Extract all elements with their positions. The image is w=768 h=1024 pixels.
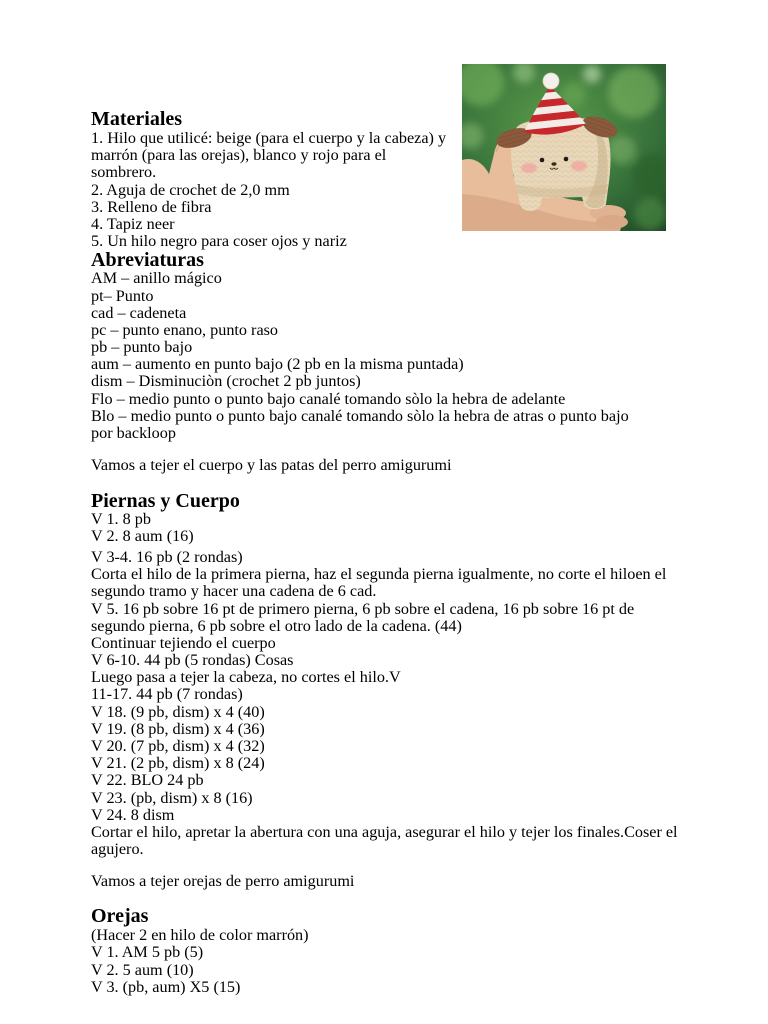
- section-heading-piernas: Piernas y Cuerpo: [91, 489, 240, 512]
- pattern-row: V 23. (pb, dism) x 8 (16): [91, 788, 253, 807]
- abbreviation-item: pc – punto enano, punto raso: [91, 320, 279, 339]
- pattern-row: V 22. BLO 24 pb: [91, 771, 204, 790]
- pattern-row: V 1. 8 pb: [91, 509, 151, 528]
- pattern-row: V 2. 5 aum (10): [91, 960, 194, 979]
- materials-list-item: 1. Hilo que utilicé: beige (para el cuerpo y la cabeza) y: [91, 129, 447, 147]
- intro-text-orejas: Vamos a tejer orejas de perro amigurumi: [91, 872, 355, 891]
- section-heading-abreviaturas: Abreviaturas: [91, 249, 204, 272]
- spacer: [91, 891, 731, 907]
- intro-text-cuerpo: Vamos a tejer el cuerpo y las patas del perro amigurumi: [91, 456, 452, 475]
- pattern-row: V 18. (9 pb, dism) x 4 (40): [91, 702, 265, 721]
- materials-list-item: sombrero.: [91, 163, 157, 182]
- pattern-row: V 2. 8 aum (16): [91, 526, 194, 545]
- materials-list-item: marrón (para las orejas), blanco y rojo para el: [91, 146, 387, 165]
- spacer: [91, 474, 731, 490]
- abbreviation-item: pb – punto bajo: [91, 338, 193, 357]
- materials-list-item: 4. Tapiz neer: [91, 214, 175, 233]
- abbreviation-item: por backloop: [91, 424, 176, 442]
- pattern-row: Continuar tejiendo el cuerpo: [91, 633, 276, 652]
- pattern-row: (Hacer 2 en hilo de color marrón): [91, 926, 309, 945]
- spacer: [91, 442, 731, 457]
- spacer: [91, 858, 731, 873]
- pattern-row: V 21. (2 pb, dism) x 8 (24): [91, 754, 265, 773]
- pattern-row: V 19. (8 pb, dism) x 4 (36): [91, 719, 265, 738]
- materials-list-item: 2. Aguja de crochet de 2,0 mm: [91, 180, 290, 199]
- abbreviation-item: cad – cadeneta: [91, 303, 187, 322]
- abbreviation-item: dism – Disminuciòn (crochet 2 pb juntos): [91, 372, 361, 391]
- abbreviation-item: pt– Punto: [91, 286, 154, 305]
- abbreviation-item: Flo – medio punto o punto bajo canalé tomando sòlo la hebra de adelante: [91, 389, 566, 408]
- pattern-row: Corta el hilo de la primera pierna, haz el segunda pierna igualmente, no corte el hiloen el: [91, 565, 667, 584]
- pattern-row: V 6-10. 44 pb (5 rondas) Cosas: [91, 651, 294, 670]
- pattern-row: Luego pasa a tejer la cabeza, no cortes el hilo.V: [91, 668, 401, 687]
- materials-list-item: 5. Un hilo negro para coser ojos y nariz: [91, 232, 347, 251]
- abbreviation-item: AM – anillo mágico: [91, 269, 222, 288]
- pattern-document: [91, 109, 731, 996]
- section-heading-orejas: Orejas: [91, 905, 149, 928]
- pattern-row: V 1. AM 5 pb (5): [91, 943, 204, 962]
- pattern-row: V 24. 8 dism: [91, 805, 175, 824]
- pattern-row: V 3-4. 16 pb (2 rondas): [91, 547, 243, 566]
- pattern-row: V 5. 16 pb sobre 16 pt de primero pierna, 6 pb sobre el cadena, 16 pb sobre 16 pt de: [91, 599, 635, 618]
- pattern-row: 11-17. 44 pb (7 rondas): [91, 685, 243, 704]
- pattern-row: segundo pierna, 6 pb sobre el otro lado de la cadena. (44): [91, 616, 462, 635]
- abbreviation-item: Blo – medio punto o punto bajo canalé tomando sòlo la hebra de atras o punto bajo: [91, 406, 629, 425]
- pattern-row: Cortar el hilo, apretar la abertura con una aguja, asegurar el hilo y tejer los finales.Coser el: [91, 822, 678, 841]
- pattern-row: V 3. (pb, aum) X5 (15): [91, 977, 241, 996]
- pattern-row: agujero.: [91, 840, 144, 859]
- materials-list-item: 3. Relleno de fibra: [91, 197, 212, 216]
- section-heading-materiales: Materiales: [91, 108, 183, 130]
- abbreviation-item: aum – aumento en punto bajo (2 pb en la misma puntada): [91, 355, 464, 374]
- pattern-row: segundo tramo y hacer una cadena de 6 cad.: [91, 582, 377, 601]
- pattern-row: V 20. (7 pb, dism) x 4 (32): [91, 737, 265, 755]
